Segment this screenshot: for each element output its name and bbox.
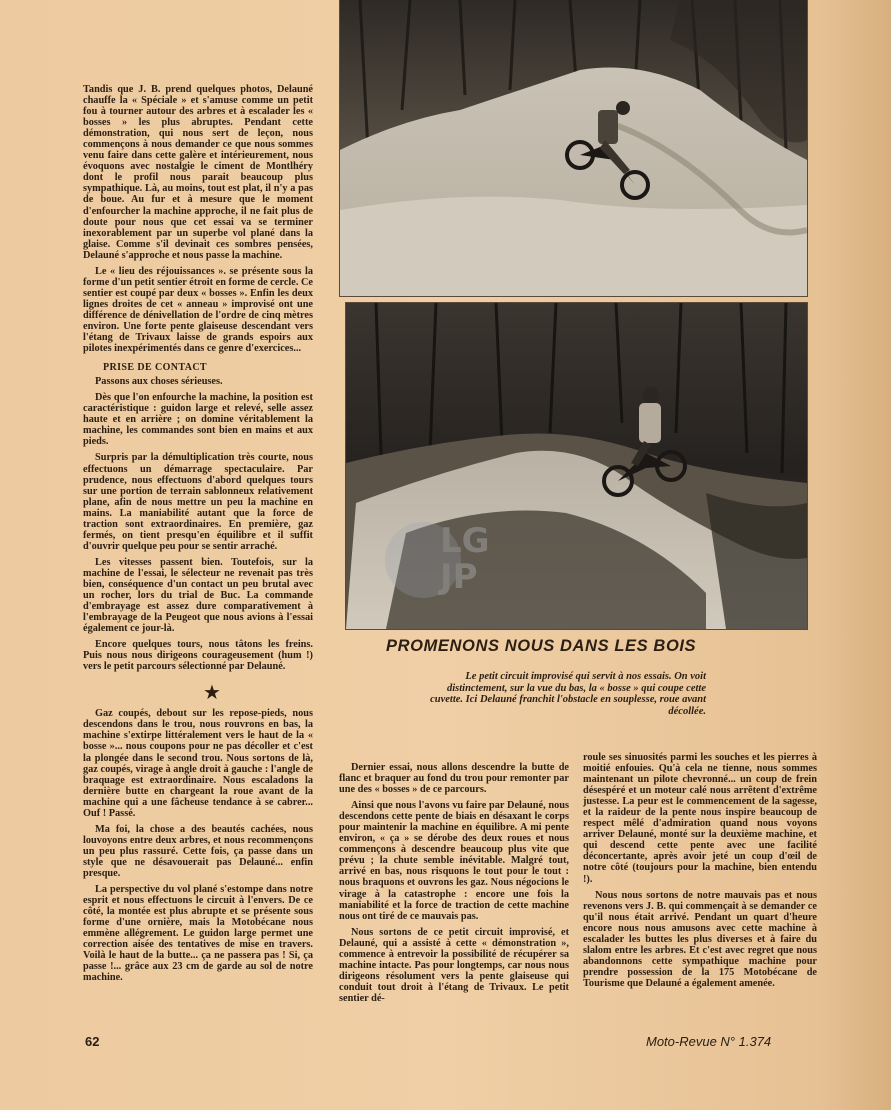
paragraph: Passons aux choses sérieuses. xyxy=(95,376,223,388)
paragraph: Ainsi que nous l'avons vu faire par Delauné, nous descendons cette pente de biais en désaxant le corps pour maintenir la machine en équilibre. A mi pente environ, « ça » se dérobe des deux roues et nous commençons à descendre beaucoup plus vite que prévu ; la chute semble inévitable. Malgré tout, arrivé en bas, nous risquons le tout pour le tout : nous braquons et ouvrons les gaz. Nous négocions le virage à la catastrophe : encore une fois la maniabilité et la force de traction de cette machine nous ont tiré de ce mauvais pas. xyxy=(339,800,569,922)
paragraph: Dernier essai, nous allons descendre la butte de flanc et braquer au fond du trou pour remonter par une des « bosses » de ce parcours. xyxy=(339,762,569,796)
section-heading: PRISE DE CONTACT xyxy=(103,362,208,374)
paragraph: Dès que l'on enfourche la machine, la position est caractéristique : guidon large et relevé, selle assez haute et en arrière ; on domine véritablement la machine, les commandes sont bien en mains et aux pieds. xyxy=(83,392,313,448)
paragraph: Gaz coupés, debout sur les repose-pieds, nous descendons dans le trou, nous rouvrons en bas, la machine s'extirpe littéralement vers le haut de la « bosse »... nous coupons pour ne pas décoller et c'est la plongée dans le second trou. Nous sortons de là, gaz coupés, virage à angle droit à gauche : l'angle de braquage est extraordinaire. Nous escaladons la dernière butte en chargeant la roue avant de la machine qui a une fâcheuse tendance à se cabrer... Ouf ! Passé. xyxy=(83,708,313,819)
text-column-3 xyxy=(583,752,817,994)
paragraph: Nous sortons de ce petit circuit improvisé, et Delauné, qui a assisté à cette « démonstration », commence à entrevoir la possibilité de récupérer sa machine intacte. Pas pour longtemps, car nous nous dirigeons résolument vers la pente glaiseuse qui conduit tout droit à l'étang de Trivaux. Le petit sentier dé- xyxy=(339,926,569,1004)
text-column-2 xyxy=(339,762,569,1009)
page-number: 62 xyxy=(85,1034,100,1049)
photo-caption-title: PROMENONS NOUS DANS LES BOIS xyxy=(386,637,697,655)
paragraph: Surpris par la démultiplication très courte, nous effectuons un démarrage spectaculaire. Par prudence, nous effectuons d'abord quelques tours sur une portion de terrain sablonneux relativement plane, afin de nous mettre un peu la machine en mains. La maniabilité autant que la force de traction sont extraordinaires. En première, gaz fermés, on tient presqu'en équilibre et il suffit d'ouvrir quelque peu pour se sentir arraché. xyxy=(83,452,313,552)
paragraph: Ma foi, la chose a des beautés cachées, nous louvoyons entre deux arbres, et nous recommençons un peu plus rassuré. Cette fois, ça passe dans un style que ne désavouerait pas Delauné... enfin presque. xyxy=(83,823,313,879)
paragraph: roule ses sinuosités parmi les souches et les pierres à moitié enfouies. Qu'à cela ne tienne, nous sommes maintenant un pilote chevronné... un coup de frein désespéré et un moteur calé nous arrêtent d'extrême justesse. La peur est le commencement de la sagesse, et la raideur de la pente nous inspire beaucoup de respect mêlé d'admiration quand nous voyons arriver Delauné, monté sur la deuxième machine, et qui descend cette pente avec une facilité déconcertante, après avoir jeté un coup d'œil de notre côté (toujours pour la machine, bien entendu !). xyxy=(583,752,817,885)
paragraph: Le « lieu des réjouissances ». se présente sous la forme d'un petit sentier étroit en forme de cercle. Ce sentier est coupé par deux « bosses ». Enfin les deux lignes droites de cet « anneau » improvisé ont une différence de dénivellation de l'ordre de cinq mètres environ. Une forte pente glaiseuse descendant vers l'étang de Trivaux laisse de grands espoirs aux pilotes inexpérimentés dans ce genre d'exercices... xyxy=(83,265,313,355)
journal-issue: Moto-Revue N° 1.374 xyxy=(646,1034,772,1049)
paragraph: La perspective du vol plané s'estompe dans notre esprit et nous effectuons le circuit à l'envers. De ce côté, la montée est plus abrupte et se présente sous forme d'une ornière, mais la Motobécane nous emmène allégrement. Le guidon large permet une correction aisée des tentatives de mise en travers. Voilà le haut de la butte... ça ne passera pas ! Si, ça passe !... grâce aux 23 cm de garde au sol de notre machine. xyxy=(83,884,313,984)
watermark-lettering: LG JP xyxy=(440,521,490,597)
photo-top-image xyxy=(340,0,807,296)
paragraph: Les vitesses passent bien. Toutefois, sur la machine de l'essai, le sélecteur ne revenait pas très bien, conséquence d'un contact un peu brutal avec un rocher, lors du trial de Buc. La commande d'embrayage est assez dure comparativement à l'embrayage de la Peugeot que nous avions à l'essai également ce jour-là. xyxy=(83,556,313,635)
star-separator-icon: ★ xyxy=(203,680,221,705)
paragraph: Nous nous sortons de notre mauvais pas et nous revenons vers J. B. qui commençait à se demander ce qu'il nous était arrivé. Pendant un quart d'heure encore nous nous amusons avec cette machine à escalader les buttes les plus diverses et à faire du slalom entre les arbres. Et c'est avec regret que nous abandonnons cette sympathique machine pour prendre possession de la 175 Motobécane de Tourisme que Delauné a également amenée. xyxy=(583,889,817,989)
photo-top-rider-on-sand-slope xyxy=(340,0,807,296)
paragraph: Tandis que J. B. prend quelques photos, Delauné chauffe la « Spéciale » et s'amuse comme un petit fou à tourner autour des arbres et à escalader les « bosses » les plus abruptes. Pendant cette démonstration, qui nous sert de leçon, nous commençons à nous demander ce que nous sommes venu faire dans cette galère et intérieurement, nous évoquons avec nostalgie le ciment de Montlhéry dont le profil nous parait beaucoup plus sympathique. Là, au moins, tout est plat, il n'y a pas de boue. Au fur et à mesure que le moment d'enfourcher la machine approche, il ne fait plus de doute pour nous que cet essai va se terminer inexorablement par un superbe vol plané dans la glaise. Comme s'il devinait ces sombres pensées, Delauné s'approche et nous passe la machine. xyxy=(83,84,313,261)
text-column-1 xyxy=(83,84,313,988)
photo-caption-text: Le petit circuit improvisé qui servit à nos essais. On voit distinctement, sur la vue du bas, la « bosse » qui coupe cette cuvette. Ici Delauné franchit l'obstacle en souplesse, roue avant décollée. xyxy=(430,671,706,717)
paragraph: Encore quelques tours, nous tâtons les freins. Puis nous nous dirigeons courageusement (hum !) vers le petit parcours sélectionné par Delauné. xyxy=(83,639,313,673)
watermark-logo xyxy=(378,505,518,615)
